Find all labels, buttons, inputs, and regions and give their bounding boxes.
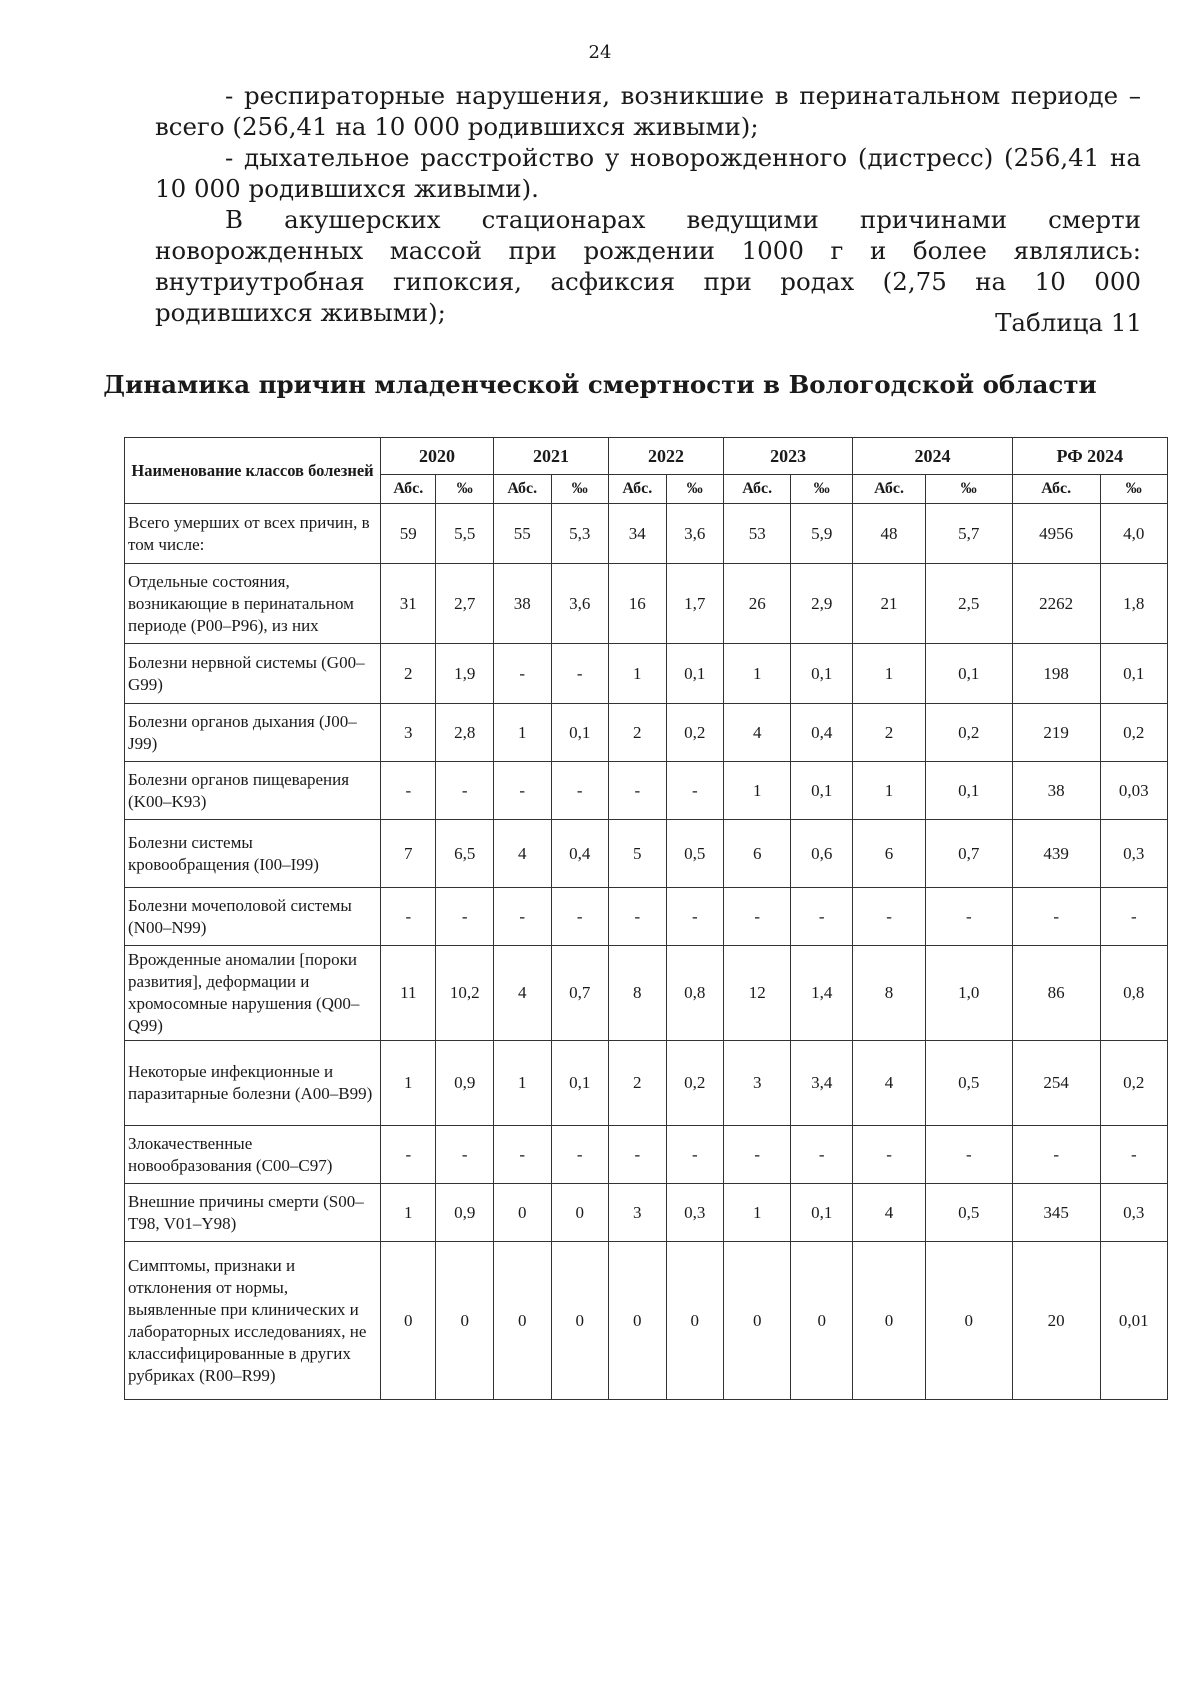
abs-value-cell: - (1012, 1126, 1100, 1184)
abs-value-cell: 8 (853, 946, 926, 1041)
row-name-cell: Врожденные аномалии [пороки развития], деформации и хромосомные нарушения (Q00–Q99) (125, 946, 381, 1041)
column-header-year: 2024 (853, 438, 1013, 475)
abs-value-cell: 1 (853, 762, 926, 820)
abs-value-cell: 254 (1012, 1041, 1100, 1126)
rate-value-cell: 0,2 (1100, 704, 1167, 762)
abs-value-cell: - (853, 1126, 926, 1184)
table-row (125, 504, 1168, 564)
row-name-cell: Симптомы, признаки и отклонения от нормы, выявленные при клинических и лабораторных исследованиях, не классифицированные в других рубриках (R00–R99) (125, 1242, 381, 1400)
rate-value-cell: - (1100, 1126, 1167, 1184)
abs-value-cell: 4 (853, 1041, 926, 1126)
abs-value-cell: 26 (724, 564, 791, 644)
table-body (125, 504, 1168, 1400)
abs-value-cell: 219 (1012, 704, 1100, 762)
rate-value-cell: 0 (925, 1242, 1012, 1400)
rate-value-cell: 0,3 (666, 1184, 724, 1242)
paragraph: В акушерских стационарах ведущими причинами смерти новорожденных массой при рождении 1000 г и более являлись: внутриутробная гипоксия, асфиксия при родах (2,75 на 10 000 родившихся живыми); (155, 205, 1141, 327)
rate-value-cell: 0,5 (925, 1184, 1012, 1242)
rate-value-cell: 0,1 (925, 762, 1012, 820)
rate-value-cell: 0,1 (551, 704, 609, 762)
abs-value-cell: - (493, 888, 551, 946)
rate-value-cell: - (791, 1126, 853, 1184)
abs-value-cell: 1 (609, 644, 667, 704)
abs-value-cell: 12 (724, 946, 791, 1041)
abs-value-cell: 2 (853, 704, 926, 762)
column-header-year: РФ 2024 (1012, 438, 1167, 475)
table-row (125, 1184, 1168, 1242)
table-row (125, 704, 1168, 762)
rate-value-cell: 0,2 (666, 1041, 724, 1126)
abs-value-cell: 0 (493, 1242, 551, 1400)
rate-value-cell: 0,1 (791, 762, 853, 820)
abs-value-cell: 4 (493, 820, 551, 888)
abs-value-cell: 1 (381, 1041, 436, 1126)
rate-value-cell: - (551, 888, 609, 946)
page-number: 24 (588, 42, 612, 63)
abs-value-cell: 1 (724, 1184, 791, 1242)
abs-value-cell: - (493, 644, 551, 704)
abs-value-cell: 0 (609, 1242, 667, 1400)
abs-value-cell: 0 (381, 1242, 436, 1400)
rate-value-cell: - (436, 888, 494, 946)
rate-value-cell: - (436, 762, 494, 820)
table-row (125, 946, 1168, 1041)
column-header-rate: ‰ (666, 475, 724, 504)
rate-value-cell: - (666, 1126, 724, 1184)
abs-value-cell: 0 (493, 1184, 551, 1242)
rate-value-cell: 0,9 (436, 1184, 494, 1242)
abs-value-cell: 21 (853, 564, 926, 644)
row-name-cell: Всего умерших от всех причин, в том числе: (125, 504, 381, 564)
table-row (125, 762, 1168, 820)
abs-value-cell: 198 (1012, 644, 1100, 704)
abs-value-cell: - (724, 1126, 791, 1184)
abs-value-cell: 0 (853, 1242, 926, 1400)
rate-value-cell: - (551, 644, 609, 704)
table-row (125, 1242, 1168, 1400)
rate-value-cell: 0,2 (925, 704, 1012, 762)
row-name-cell: Болезни нервной системы (G00–G99) (125, 644, 381, 704)
rate-value-cell: 2,5 (925, 564, 1012, 644)
column-header-abs: Абс. (724, 475, 791, 504)
rate-value-cell: 0,8 (1100, 946, 1167, 1041)
rate-value-cell: 0,03 (1100, 762, 1167, 820)
abs-value-cell: 1 (724, 762, 791, 820)
column-header-name: Наименование классов болезней (125, 438, 381, 504)
rate-value-cell: 0,7 (551, 946, 609, 1041)
column-header-rate: ‰ (1100, 475, 1167, 504)
rate-value-cell: 3,4 (791, 1041, 853, 1126)
abs-value-cell: 6 (853, 820, 926, 888)
paragraph: - дыхательное расстройство у новорожденного (дистресс) (256,41 на 10 000 родившихся живыми). (155, 143, 1141, 203)
rate-value-cell: 0 (436, 1242, 494, 1400)
abs-value-cell: 1 (381, 1184, 436, 1242)
header-row-years (125, 438, 1168, 475)
abs-value-cell: 7 (381, 820, 436, 888)
row-name-cell: Болезни органов дыхания (J00–J99) (125, 704, 381, 762)
abs-value-cell: 2 (609, 1041, 667, 1126)
abs-value-cell: 31 (381, 564, 436, 644)
column-header-rate: ‰ (436, 475, 494, 504)
table-row (125, 644, 1168, 704)
abs-value-cell: 48 (853, 504, 926, 564)
row-name-cell: Болезни органов пищеварения (K00–K93) (125, 762, 381, 820)
abs-value-cell: 3 (381, 704, 436, 762)
abs-value-cell: - (609, 762, 667, 820)
column-header-rate: ‰ (551, 475, 609, 504)
column-header-rate: ‰ (791, 475, 853, 504)
abs-value-cell: 59 (381, 504, 436, 564)
row-name-cell: Болезни системы кровообращения (I00–I99) (125, 820, 381, 888)
rate-value-cell: 0,2 (1100, 1041, 1167, 1126)
column-header-abs: Абс. (493, 475, 551, 504)
body-text (155, 80, 1141, 328)
abs-value-cell: 2262 (1012, 564, 1100, 644)
rate-value-cell: 0 (666, 1242, 724, 1400)
abs-value-cell: - (724, 888, 791, 946)
column-header-abs: Абс. (1012, 475, 1100, 504)
rate-value-cell: 0,4 (791, 704, 853, 762)
row-name-cell: Болезни мочеполовой системы (N00–N99) (125, 888, 381, 946)
rate-value-cell: 0,7 (925, 820, 1012, 888)
abs-value-cell: - (853, 888, 926, 946)
table-row (125, 564, 1168, 644)
rate-value-cell: 10,2 (436, 946, 494, 1041)
abs-value-cell: 345 (1012, 1184, 1100, 1242)
rate-value-cell: 5,5 (436, 504, 494, 564)
abs-value-cell: - (493, 1126, 551, 1184)
row-name-cell: Отдельные состояния, возникающие в перинатальном периоде (P00–P96), из них (125, 564, 381, 644)
abs-value-cell: 4956 (1012, 504, 1100, 564)
mortality-table (124, 437, 1168, 1400)
abs-value-cell: 86 (1012, 946, 1100, 1041)
abs-value-cell: 20 (1012, 1242, 1100, 1400)
abs-value-cell: 3 (724, 1041, 791, 1126)
rate-value-cell: 2,8 (436, 704, 494, 762)
rate-value-cell: 1,7 (666, 564, 724, 644)
abs-value-cell: 4 (724, 704, 791, 762)
table-title: Динамика причин младенческой смертности в Вологодской области (103, 370, 1097, 399)
table-label: Таблица 11 (995, 308, 1142, 337)
abs-value-cell: - (381, 762, 436, 820)
row-name-cell: Злокачественные новообразования (C00–C97) (125, 1126, 381, 1184)
column-header-year: 2021 (493, 438, 608, 475)
rate-value-cell: 0,5 (925, 1041, 1012, 1126)
column-header-year: 2020 (381, 438, 494, 475)
abs-value-cell: - (493, 762, 551, 820)
column-header-abs: Абс. (381, 475, 436, 504)
rate-value-cell: 5,7 (925, 504, 1012, 564)
abs-value-cell: 3 (609, 1184, 667, 1242)
rate-value-cell: - (925, 888, 1012, 946)
abs-value-cell: 5 (609, 820, 667, 888)
rate-value-cell: 0,1 (791, 644, 853, 704)
rate-value-cell: 1,8 (1100, 564, 1167, 644)
table-row (125, 820, 1168, 888)
rate-value-cell: - (436, 1126, 494, 1184)
rate-value-cell: 0,5 (666, 820, 724, 888)
abs-value-cell: 11 (381, 946, 436, 1041)
rate-value-cell: 3,6 (666, 504, 724, 564)
rate-value-cell: 0,1 (666, 644, 724, 704)
abs-value-cell: 8 (609, 946, 667, 1041)
rate-value-cell: 0,9 (436, 1041, 494, 1126)
rate-value-cell: 0,3 (1100, 820, 1167, 888)
abs-value-cell: 38 (493, 564, 551, 644)
paragraph: - респираторные нарушения, возникшие в перинатальном периоде – всего (256,41 на 10 000 родившихся живыми); (155, 81, 1141, 141)
rate-value-cell: - (666, 762, 724, 820)
abs-value-cell: 1 (853, 644, 926, 704)
table-row (125, 1126, 1168, 1184)
abs-value-cell: 1 (724, 644, 791, 704)
column-header-rate: ‰ (925, 475, 1012, 504)
abs-value-cell: 16 (609, 564, 667, 644)
rate-value-cell: 1,4 (791, 946, 853, 1041)
abs-value-cell: - (609, 888, 667, 946)
rate-value-cell: - (1100, 888, 1167, 946)
abs-value-cell: 2 (609, 704, 667, 762)
table-row (125, 888, 1168, 946)
rate-value-cell: 0 (551, 1242, 609, 1400)
rate-value-cell: 0,2 (666, 704, 724, 762)
column-header-abs: Абс. (853, 475, 926, 504)
rate-value-cell: 0,1 (925, 644, 1012, 704)
abs-value-cell: 4 (493, 946, 551, 1041)
abs-value-cell: 53 (724, 504, 791, 564)
rate-value-cell: - (791, 888, 853, 946)
rate-value-cell: 0,1 (791, 1184, 853, 1242)
abs-value-cell: 4 (853, 1184, 926, 1242)
rate-value-cell: 0,01 (1100, 1242, 1167, 1400)
abs-value-cell: 38 (1012, 762, 1100, 820)
row-name-cell: Внешние причины смерти (S00–T98, V01–Y98) (125, 1184, 381, 1242)
rate-value-cell: 0,3 (1100, 1184, 1167, 1242)
rate-value-cell: - (551, 1126, 609, 1184)
rate-value-cell: 0,1 (551, 1041, 609, 1126)
rate-value-cell: 0,4 (551, 820, 609, 888)
column-header-year: 2022 (609, 438, 724, 475)
rate-value-cell: 5,9 (791, 504, 853, 564)
rate-value-cell: 2,7 (436, 564, 494, 644)
abs-value-cell: 34 (609, 504, 667, 564)
column-header-abs: Абс. (609, 475, 667, 504)
rate-value-cell: 0,8 (666, 946, 724, 1041)
abs-value-cell: 55 (493, 504, 551, 564)
rate-value-cell: 0 (551, 1184, 609, 1242)
rate-value-cell: 5,3 (551, 504, 609, 564)
abs-value-cell: 6 (724, 820, 791, 888)
abs-value-cell: - (609, 1126, 667, 1184)
rate-value-cell: 4,0 (1100, 504, 1167, 564)
rate-value-cell: 3,6 (551, 564, 609, 644)
column-header-year: 2023 (724, 438, 853, 475)
abs-value-cell: - (381, 888, 436, 946)
abs-value-cell: 439 (1012, 820, 1100, 888)
abs-value-cell: 1 (493, 1041, 551, 1126)
rate-value-cell: - (666, 888, 724, 946)
rate-value-cell: 6,5 (436, 820, 494, 888)
abs-value-cell: - (1012, 888, 1100, 946)
rate-value-cell: 0 (791, 1242, 853, 1400)
table-row (125, 1041, 1168, 1126)
abs-value-cell: 0 (724, 1242, 791, 1400)
rate-value-cell: - (925, 1126, 1012, 1184)
rate-value-cell: 0,1 (1100, 644, 1167, 704)
rate-value-cell: 1,0 (925, 946, 1012, 1041)
abs-value-cell: 2 (381, 644, 436, 704)
row-name-cell: Некоторые инфекционные и паразитарные болезни (A00–B99) (125, 1041, 381, 1126)
rate-value-cell: 0,6 (791, 820, 853, 888)
rate-value-cell: - (551, 762, 609, 820)
rate-value-cell: 2,9 (791, 564, 853, 644)
abs-value-cell: 1 (493, 704, 551, 762)
abs-value-cell: - (381, 1126, 436, 1184)
rate-value-cell: 1,9 (436, 644, 494, 704)
